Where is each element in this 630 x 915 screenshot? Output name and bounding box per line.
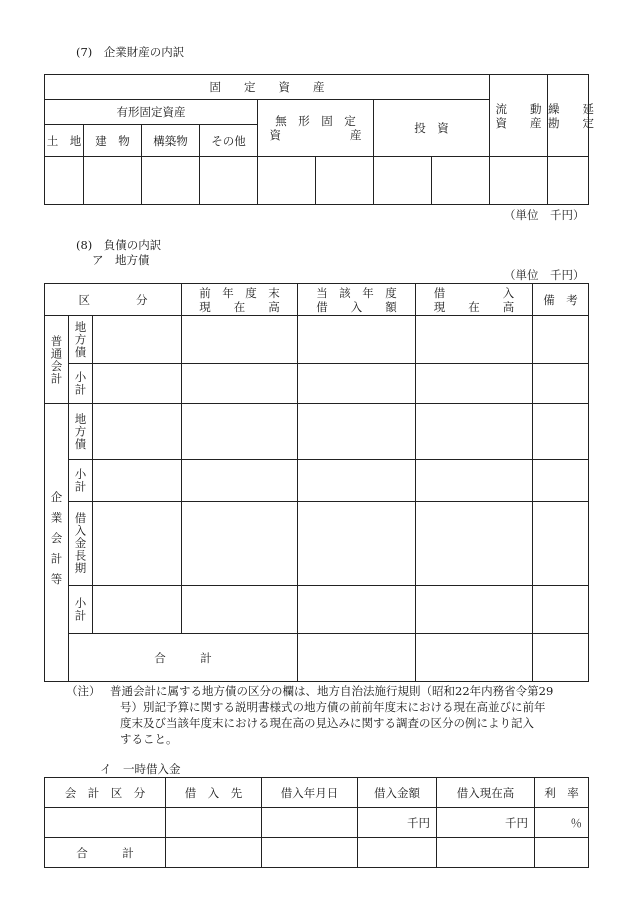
building-header: 建 物 <box>84 125 142 157</box>
general-account-label: 普通会計 <box>45 316 69 404</box>
note-text-line3: 度末及び当該年度末における現在高の見込みに関する調査の区分の例により記入 <box>120 716 534 730</box>
fixed-assets-header: 固 定 資 産 <box>45 75 490 100</box>
rate-unit: ％ <box>535 808 589 838</box>
total-label: 合 計 <box>45 838 166 868</box>
tangible-fixed-assets-header: 有形固定資産 <box>45 100 258 125</box>
table-row <box>45 808 589 838</box>
local-bond-table <box>44 283 589 682</box>
enterprise-assets-table <box>44 74 594 205</box>
section8-unit: （単位 千円） <box>504 268 585 282</box>
local-bond-label: 地方債 <box>73 320 88 359</box>
long-term-loan-label: 借入金長期 <box>73 512 88 575</box>
table-row <box>45 460 589 502</box>
borrowing-balance-header: 借入現在高 <box>437 778 535 808</box>
amount-unit: 千円 <box>358 808 437 838</box>
loan-balance-header: 借 入 現 在 高 <box>416 284 533 316</box>
current-year-borrowing-header: 当 該 年 度 借 入 額 <box>298 284 416 316</box>
table-row <box>45 634 589 682</box>
total-label: 合 計 <box>69 634 298 682</box>
table-row <box>45 838 589 868</box>
local-bond-subheading: ア 地方債 <box>92 253 150 267</box>
table-row <box>45 157 589 205</box>
note-text-line2: 号）別記予算に関する説明書様式の地方債の前前年度末における現在高並びに前年 <box>120 700 546 714</box>
subtotal-label: 小計 <box>73 371 88 396</box>
section7-unit: （単位 千円） <box>504 208 585 222</box>
note-text-line1: 普通会計に属する地方債の区分の欄は、地方自治法施行規則（昭和22年内務省令第29 <box>110 684 554 698</box>
borrowing-amount-header: 借入金額 <box>358 778 437 808</box>
table-row <box>45 502 589 586</box>
temporary-loan-subheading: イ 一時借入金 <box>100 762 181 776</box>
lender-header: 借 入 先 <box>166 778 262 808</box>
table-row <box>45 404 589 460</box>
section8-heading: (8) 負債の内訳 <box>76 238 162 252</box>
subtotal-label: 小計 <box>73 597 88 622</box>
remarks-header: 備 考 <box>533 284 589 316</box>
prev-year-balance-header: 前 年 度 末 現 在 高 <box>182 284 298 316</box>
enterprise-account-label: 企業会計等 <box>45 404 69 682</box>
table-row <box>45 316 589 364</box>
land-header: 土 地 <box>45 125 84 157</box>
category-header: 区 分 <box>45 284 182 316</box>
local-bond-label: 地方債 <box>73 412 88 451</box>
current-assets-header: 流 動 資 産 <box>490 75 548 157</box>
note-text-line4: すること。 <box>120 732 178 746</box>
borrowing-date-header: 借入年月日 <box>262 778 358 808</box>
note-label: （注） <box>66 684 101 698</box>
investment-header: 投 資 <box>374 100 490 157</box>
balance-unit: 千円 <box>437 808 535 838</box>
account-category-header: 会 計 区 分 <box>45 778 166 808</box>
temporary-loan-table <box>44 777 589 868</box>
table-row <box>45 364 589 404</box>
subtotal-label: 小計 <box>73 468 88 493</box>
intangible-fixed-assets-header: 無 形 固 定 資 産 <box>258 100 374 157</box>
deferred-account-header: 繰 延 勘 定 <box>548 75 589 157</box>
section7-heading: (7) 企業財産の内訳 <box>76 45 185 59</box>
other-header: その他 <box>200 125 258 157</box>
structure-header: 構築物 <box>142 125 200 157</box>
table-row <box>45 586 589 634</box>
interest-rate-header: 利 率 <box>535 778 589 808</box>
